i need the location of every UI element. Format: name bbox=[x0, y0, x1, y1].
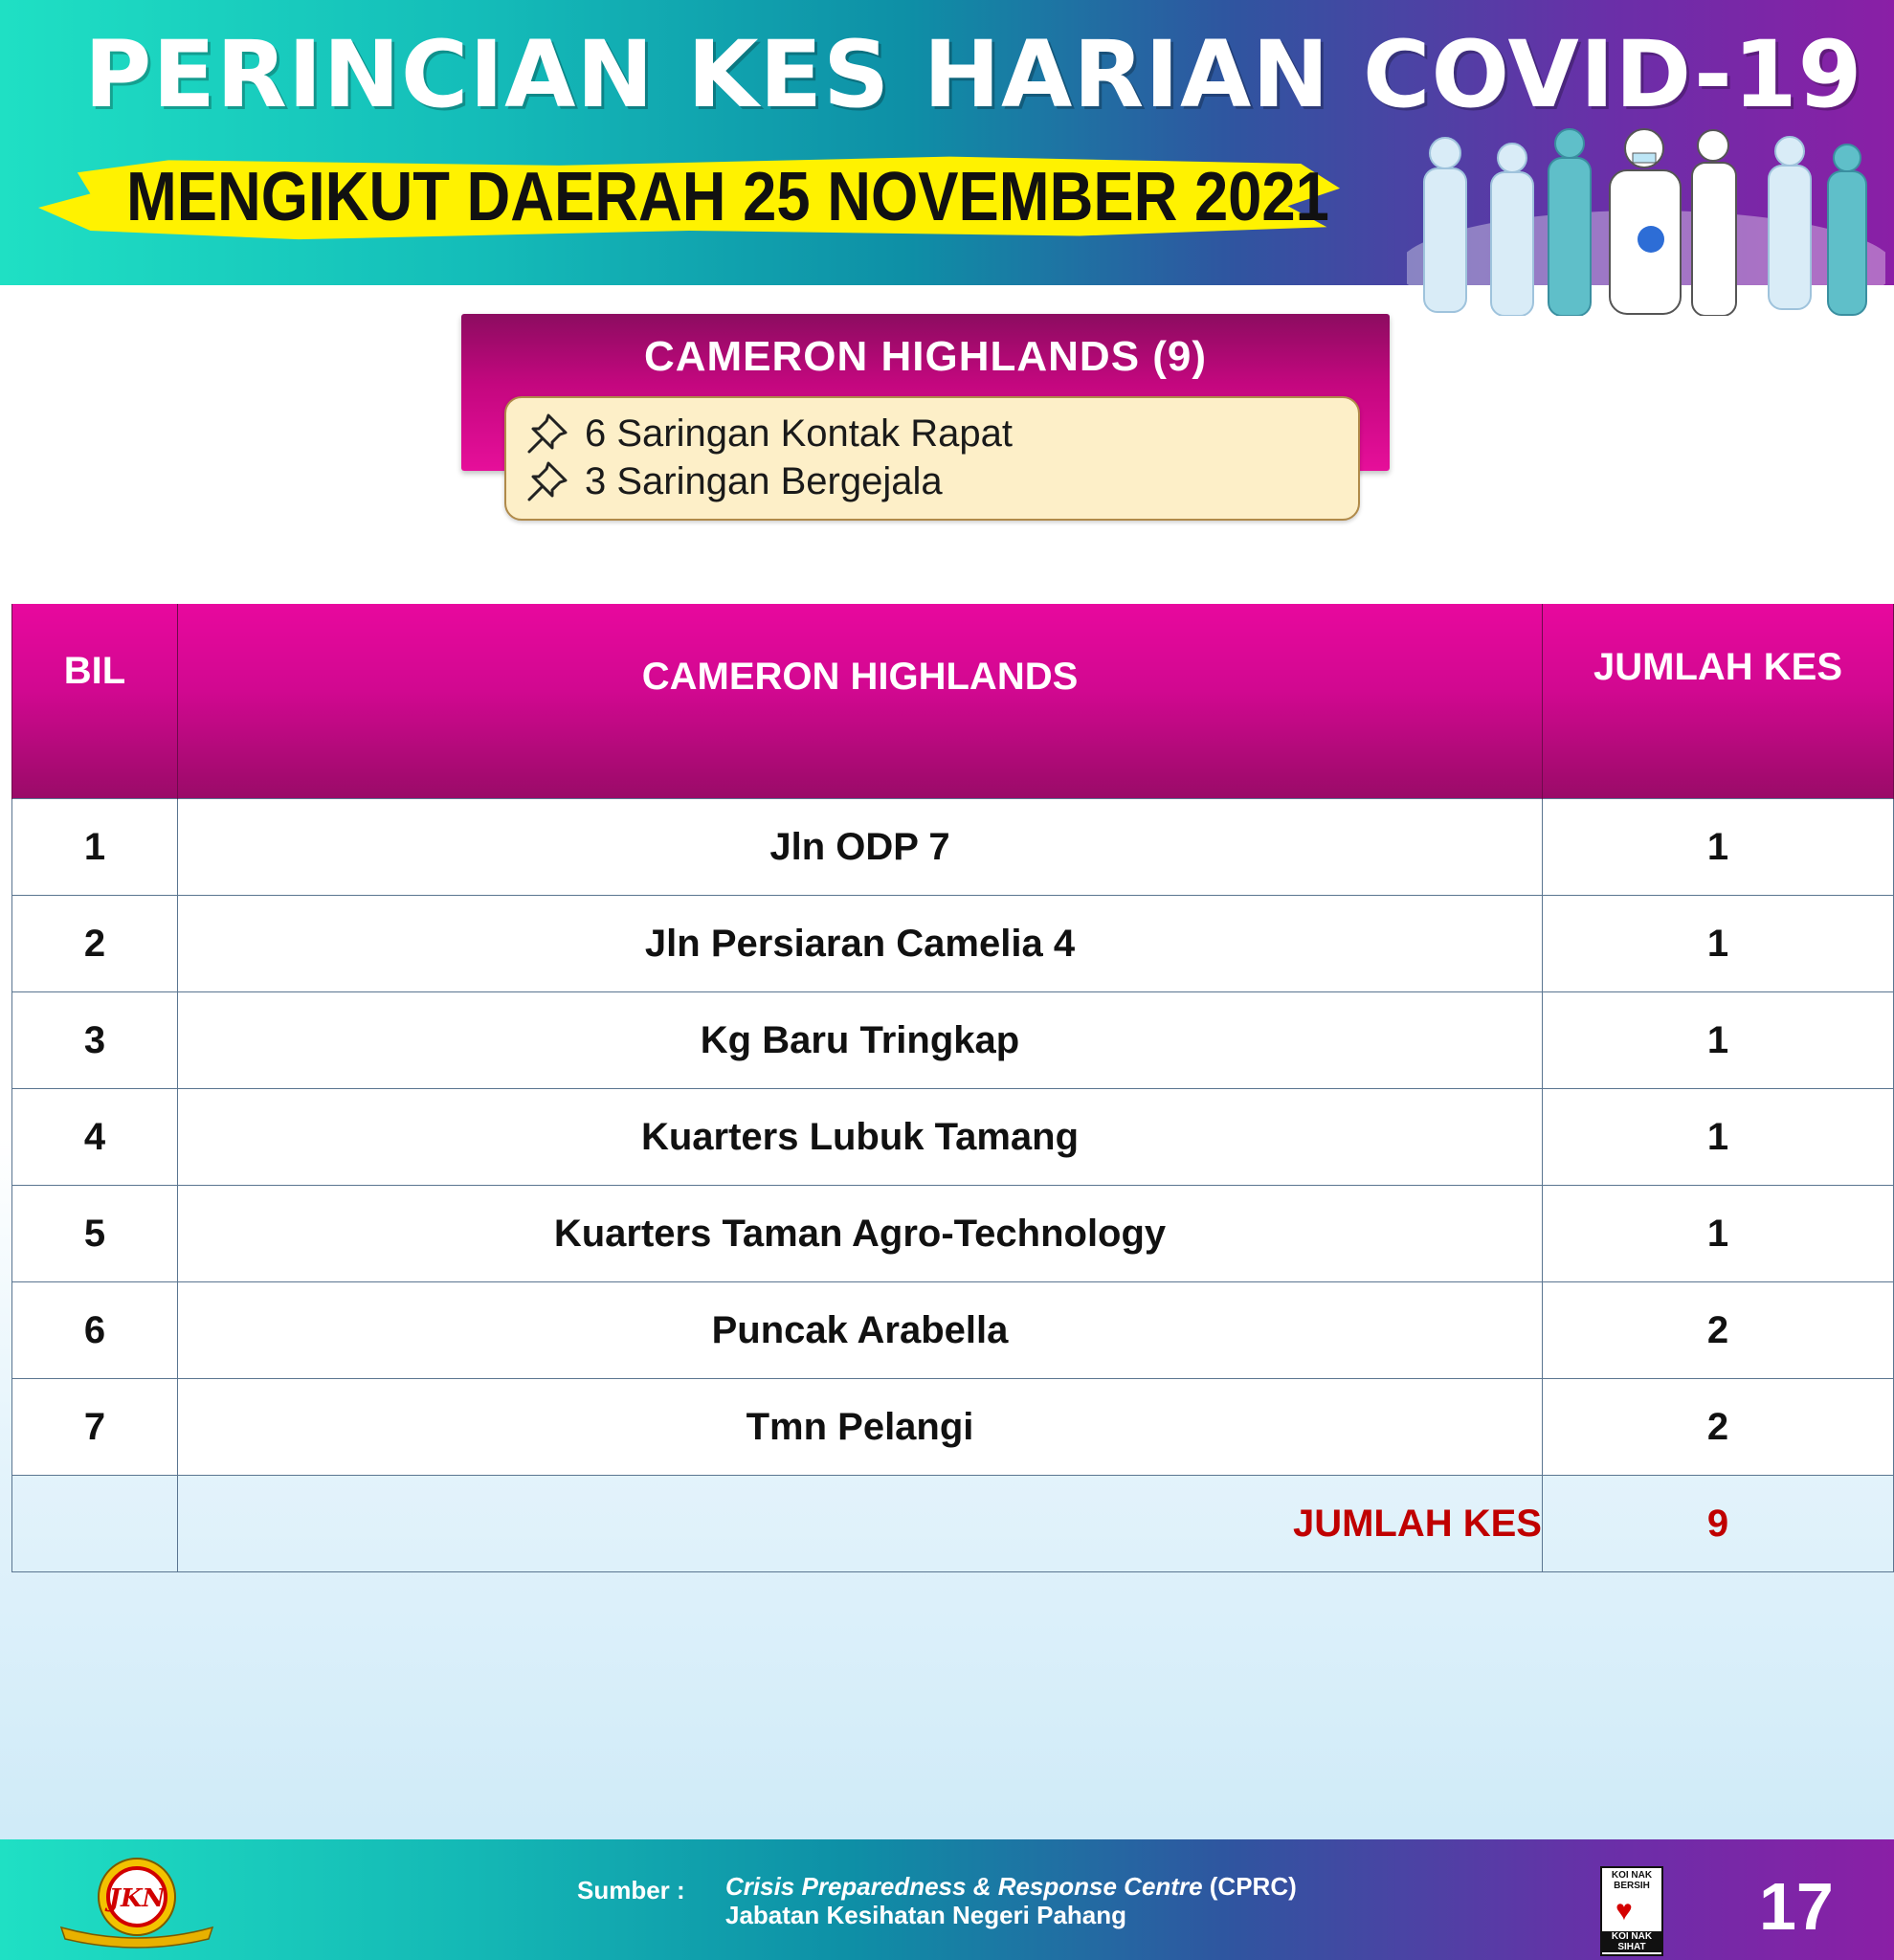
cell-bil: 7 bbox=[12, 1379, 178, 1476]
source-line-2: Jabatan Kesihatan Negeri Pahang bbox=[725, 1901, 1127, 1929]
cell-cases: 1 bbox=[1543, 1089, 1894, 1186]
cell-location: Kg Baru Tringkap bbox=[178, 992, 1543, 1089]
source-italic: Crisis Preparedness & Response Centre bbox=[725, 1872, 1203, 1901]
jkn-logo bbox=[56, 1853, 218, 1949]
header-banner bbox=[0, 0, 1894, 285]
column-header-cases: JUMLAH KES bbox=[1543, 604, 1894, 799]
cell-bil: 3 bbox=[12, 992, 178, 1089]
cell-location: Jln ODP 7 bbox=[178, 799, 1543, 896]
cell-cases: 2 bbox=[1543, 1282, 1894, 1379]
table-row bbox=[12, 1186, 1894, 1282]
table-header-row bbox=[12, 604, 1894, 799]
heart-icon: ♥ bbox=[1615, 1895, 1633, 1927]
table-row bbox=[12, 799, 1894, 896]
note-text: 3 Saringan Bergejala bbox=[585, 459, 943, 502]
note-item bbox=[524, 410, 1013, 457]
note-item bbox=[524, 457, 943, 505]
cell-empty bbox=[12, 1476, 178, 1572]
cell-cases: 1 bbox=[1543, 896, 1894, 992]
column-header-bil: BIL bbox=[12, 604, 178, 799]
source-abbr: (CPRC) bbox=[1202, 1872, 1297, 1901]
cell-location: Kuarters Lubuk Tamang bbox=[178, 1089, 1543, 1186]
page-subtitle: MENGIKUT DAERAH 25 NOVEMBER 2021 bbox=[126, 159, 1329, 235]
total-row bbox=[12, 1476, 1894, 1572]
badge-bottom-text: KOI NAK SIHAT bbox=[1602, 1931, 1661, 1952]
cell-bil: 5 bbox=[12, 1186, 178, 1282]
cell-bil: 2 bbox=[12, 896, 178, 992]
table-row bbox=[12, 1089, 1894, 1186]
cell-location: Kuarters Taman Agro-Technology bbox=[178, 1186, 1543, 1282]
table-row bbox=[12, 1282, 1894, 1379]
pushpin-icon bbox=[524, 457, 571, 505]
table-row bbox=[12, 992, 1894, 1089]
cell-location: Puncak Arabella bbox=[178, 1282, 1543, 1379]
koi-nak-sihat-badge bbox=[1600, 1866, 1663, 1956]
cell-cases: 1 bbox=[1543, 1186, 1894, 1282]
page-title: PERINCIAN KES HARIAN COVID-19 bbox=[84, 21, 1863, 128]
note-text: 6 Saringan Kontak Rapat bbox=[585, 412, 1013, 455]
cell-location: Tmn Pelangi bbox=[178, 1379, 1543, 1476]
cell-bil: 6 bbox=[12, 1282, 178, 1379]
column-header-location: CAMERON HIGHLANDS bbox=[178, 604, 1543, 799]
cell-cases: 1 bbox=[1543, 992, 1894, 1089]
svg-text:JKN: JKN bbox=[108, 1884, 166, 1913]
cell-bil: 4 bbox=[12, 1089, 178, 1186]
table-row bbox=[12, 1379, 1894, 1476]
district-notes bbox=[504, 396, 1360, 521]
source-line-1 bbox=[725, 1872, 1297, 1902]
cell-bil: 1 bbox=[12, 799, 178, 896]
badge-top-text: KOI NAK BERSIH bbox=[1611, 1870, 1653, 1891]
district-title: CAMERON HIGHLANDS (9) bbox=[643, 333, 1208, 380]
healthcare-workers-illustration bbox=[1407, 124, 1885, 316]
table-row bbox=[12, 896, 1894, 992]
case-table bbox=[11, 604, 1894, 1572]
footer-bar bbox=[0, 1839, 1894, 1960]
cell-cases: 2 bbox=[1543, 1379, 1894, 1476]
source-label: Sumber : bbox=[577, 1876, 685, 1904]
pushpin-icon bbox=[524, 410, 571, 457]
cell-location: Jln Persiaran Camelia 4 bbox=[178, 896, 1543, 992]
total-label: JUMLAH KES bbox=[178, 1476, 1543, 1572]
page-number: 17 bbox=[1759, 1869, 1834, 1944]
total-value: 9 bbox=[1543, 1476, 1894, 1572]
cell-cases: 1 bbox=[1543, 799, 1894, 896]
